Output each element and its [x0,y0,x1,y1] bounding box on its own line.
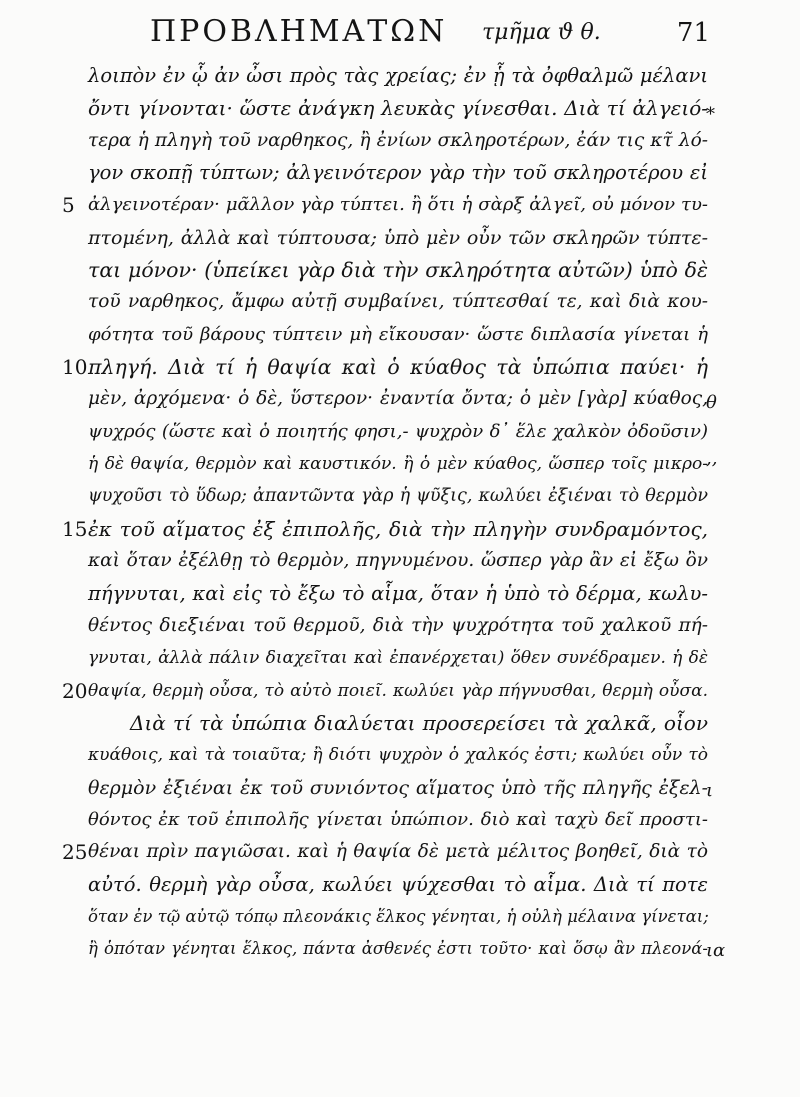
line-number: 15 [62,516,88,541]
margin-mark: ια [706,940,726,961]
text-line: ται μόνον· (ὑπείκει γὰρ διὰ τὴν σκληρότητα αὐτῶν) ὑπὸ δὲ [88,258,708,283]
line-number: 20 [62,678,88,703]
line-number: 5 [62,193,75,218]
text-line: καὶ ὅταν ἐξέλθῃ τὸ θερμὸν, πηγνυμένου. ὥσπερ γὰρ ἂν εἰ ἔξω ὂν [88,550,708,572]
text-line: θόντος ἐκ τοῦ ἐπιπολῆς γίνεται ὑπώπιον. διὸ καὶ ταχὺ δεῖ προστι- [88,808,708,830]
text-line: τοῦ ναρθηκος, ἄμφω αὐτῇ συμβαίνει, τύπτεσθαί τε, καὶ διὰ κου- [88,291,708,313]
text-line: ἢ ὁπόταν γένηται ἕλκος, πάντα ἀσθενές ἐστι τοῦτο· καὶ ὅσῳ ἂν πλεονά- [88,939,708,959]
text-line: τερα ἡ πληγὴ τοῦ ναρθηκος, ἢ ἐνίων σκληροτέρων, ἐάν τις κτ̃ λό- [88,129,708,151]
text-line: θέντος διεξιέναι τοῦ θερμοῦ, διὰ τὴν ψυχρότητα τοῦ χαλκοῦ πή- [88,614,708,636]
margin-mark: θ [706,392,717,413]
line-number: 10 [62,355,88,380]
page-header [150,14,710,54]
section-note: τμῆμα ϑ θ. [482,20,601,45]
text-line: ἡ δὲ θαψία, θερμὸν καὶ καυστικόν. ἢ ὁ μὲν κύαθος, ὥσπερ τοῖς μικρο- [88,454,708,475]
text-line: Διὰ τί τὰ ὑπώπια διαλύεται προσερείσει τὰ χαλκᾶ, οἷον [130,710,708,735]
text-line: γον σκοπῇ τύπτων; ἀλγεινότερον γὰρ τὴν τοῦ σκληροτέρου εἰ [88,161,708,185]
page-number: 71 [676,18,710,48]
margin-mark: ι [706,780,714,801]
line-number: 25 [62,840,88,865]
text-line: 10 πληγή. Διὰ τί ἡ θαψία καὶ ὁ κύαθος τὰ ὑπώπια παύει· ἡ [88,351,708,383]
margin-mark: * [706,104,715,125]
text-line: πήγνυται, καὶ εἰς τὸ ἔξω τὸ αἷμα, ὅταν ἡ ὑπὸ τὸ δέρμα, κωλυ- [88,581,708,605]
text-line: θερμὸν ἐξιέναι ἐκ τοῦ συνιόντος αἵματος ὑπὸ τῆς πληγῆς ἐξελ- [88,776,708,799]
text-line: 20 θαψία, θερμὴ οὖσα, τὸ αὐτὸ ποιεῖ. κωλύει γὰρ πήγνυσθαι, θερμὴ οὖσα. [88,675,708,707]
text-line: πτομένη, ἀλλὰ καὶ τύπτουσα; ὑπὸ μὲν οὖν τῶν σκληρῶν τύπτε- [88,226,708,249]
text-line: 15 ἐκ τοῦ αἵματος ἐξ ἐπιπολῆς, διὰ τὴν πληγὴν συνδραμόντος, [88,513,708,545]
text-line: κυάθοις, καὶ τὰ τοιαῦτα; ἢ διότι ψυχρὸν ὁ χαλκός ἐστι; κωλύει οὖν τὸ [88,745,708,766]
text-line: γνυται, ἀλλὰ πάλιν διαχεῖται καὶ ἐπανέρχεται) ὅθεν συνέδραμεν. ἡ δὲ [88,648,708,669]
text-line: μὲν, ἀρχόμενα· ὁ δὲ, ὕστερον· ἐναντία ὄντα; ὁ μὲν [γὰρ] κύαθος, [88,388,708,410]
text-line: ψυχρός (ὥστε καὶ ὁ ποιητής φησι,- ψυχρὸν δ᾽ ἕλε χαλκὸν ὀδοῦσιν) [88,420,708,442]
text-line: λοιπὸν ἐν ᾧ ἀν ὦσι πρὸς τὰς χρείας; ἐν ᾗ τὰ ὀφθαλμῶ μέλανι [88,64,708,87]
running-title: ΠΡΟΒΛΗΜΑΤΩΝ [150,14,448,49]
body-text [62,60,709,966]
text-line: ὅταν ἐν τῷ αὐτῷ τόπῳ πλεονάκις ἕλκος γένηται, ἡ οὐλὴ μέλαινα γίνεται; [88,906,709,926]
text-line: φότητα τοῦ βάρους τύπτειν μὴ εἴκουσαν· ὥστε διπλασία γίνεται ἡ [88,323,708,345]
margin-mark: ,, [706,448,718,469]
text-line: 5 ἀλγεινοτέραν· μᾶλλον γὰρ τύπτει. ἢ ὅτι ἡ σὰρξ ἀλγεῖ, οὐ μόνον τυ- [88,189,708,221]
text-line: 25 θέναι πρὶν παγιῶσαι. καὶ ἡ θαψία δὲ μετὰ μέλιτος βοηθεῖ, διὰ τὸ [88,836,708,868]
text-line: ὄντι γίνονται· ὥστε ἀνάγκη λευκὰς γίνεσθαι. Διὰ τί ἀλγειό- [88,96,708,121]
text-line: αὐτό. θερμὴ γὰρ οὖσα, κωλύει ψύχεσθαι τὸ αἷμα. Διὰ τί ποτε [88,872,708,896]
text-line: ψυχοῦσι τὸ ὕδωρ; ἀπαντῶντα γὰρ ἡ ψῦξις, κωλύει ἐξιέναι τὸ θερμὸν [88,486,708,507]
